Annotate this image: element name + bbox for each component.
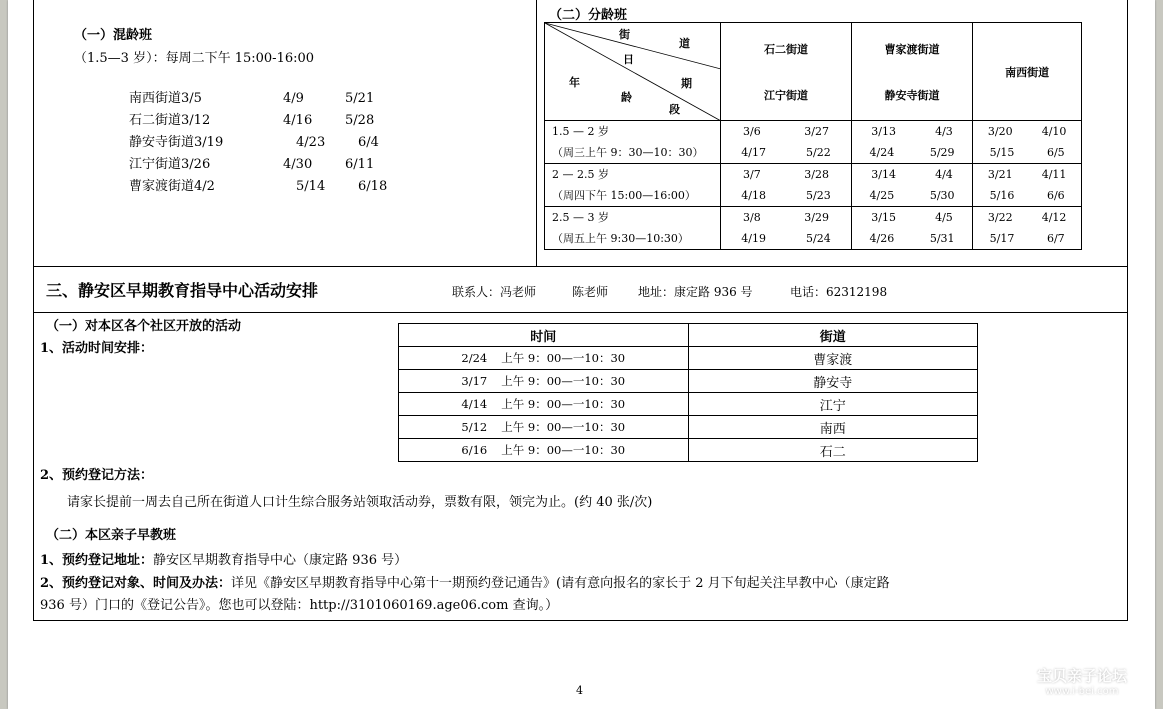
contact-person: 联系人：冯老师	[452, 285, 537, 299]
class-date: 4/19	[741, 232, 766, 245]
date-pair	[721, 164, 851, 185]
class-date: 4/26	[869, 232, 895, 245]
class-date: 5/31	[929, 232, 955, 245]
activity-time	[399, 439, 689, 462]
line2-text: 详见《静安区早期教育指导中心第十一期预约登记通告》(请有意向报名的家长于 2 月下旬起关注早教中心（康定路	[231, 576, 890, 591]
document-page	[8, 0, 1155, 709]
class-date: 4/18	[741, 189, 766, 202]
date-cell	[973, 207, 1082, 250]
diag-nian: 年	[569, 76, 580, 89]
date-pair	[721, 185, 851, 206]
class-date: 3/8	[743, 211, 761, 224]
community-item2-text: 请家长提前一周去自己所在街道人口计生综合服务站领取活动券，票数有限，领完为止。(约 40 张/次)	[67, 495, 653, 510]
activity-hours: 上午 9：00—一10：30	[501, 420, 626, 434]
class-date: 6/18	[358, 179, 388, 194]
date-cell	[851, 164, 973, 207]
activity-date: 4/14	[461, 397, 488, 411]
forum-watermark	[1007, 665, 1157, 705]
date-pair	[852, 142, 973, 163]
class-date: 5/30	[929, 189, 955, 202]
diag-ling: 龄	[621, 91, 632, 104]
section-divider	[34, 266, 1127, 267]
parent-class-line2	[40, 572, 890, 591]
date-cell	[721, 164, 852, 207]
mixed-class-schedule: （1.5—3 岁）：每周二下午 15:00-16:00	[74, 51, 315, 66]
mixed-class-list	[129, 88, 420, 198]
parent-class-heading: （二）本区亲子早教班	[46, 528, 177, 543]
activity-head-street: 街道	[688, 324, 978, 347]
col-nanxi: 南西街道	[973, 23, 1082, 121]
content-frame	[33, 0, 1128, 621]
class-date: 4/30	[283, 157, 313, 172]
class-date: 3/5	[181, 91, 202, 106]
class-date: 4/4	[935, 168, 953, 181]
activity-street: 静安寺	[688, 370, 978, 393]
class-date: 6/7	[1046, 232, 1065, 245]
activity-row	[399, 416, 978, 439]
date-pair	[973, 164, 1081, 185]
activity-hours: 上午 9：00—一10：30	[501, 397, 626, 411]
class-date: 4/25	[869, 189, 895, 202]
page-number: 4	[576, 684, 583, 697]
date-cell	[973, 164, 1082, 207]
age-range: 2.5 — 3 岁	[552, 211, 609, 224]
phone: 电话：62312198	[790, 285, 888, 299]
line2-label: 2、预约登记对象、时间及办法：	[40, 576, 232, 591]
date-pair	[721, 207, 851, 228]
mixed-class-row	[129, 88, 420, 110]
age-class-row	[545, 207, 1082, 250]
street-name: 江宁街道	[129, 157, 182, 172]
activity-row	[399, 439, 978, 462]
diag-qi: 期	[681, 77, 692, 90]
age-time: （周四下午 15:00—16:00）	[552, 189, 696, 202]
class-date: 4/16	[283, 113, 313, 128]
date-pair	[973, 142, 1081, 163]
age-class-table	[544, 22, 1082, 250]
section-divider	[34, 312, 1127, 313]
class-date: 5/15	[989, 146, 1015, 159]
activity-street: 石二	[688, 439, 978, 462]
parent-class-line1	[40, 549, 407, 568]
age-class-heading: （二）分龄班	[549, 8, 628, 23]
activity-date: 2/24	[461, 351, 488, 365]
class-date: 4/12	[1041, 211, 1067, 224]
address: 地址：康定路 936 号	[638, 285, 753, 299]
diag-duan: 段	[669, 103, 680, 116]
mixed-class-row	[129, 154, 420, 176]
date-pair	[852, 228, 973, 249]
class-date: 3/26	[181, 157, 211, 172]
date-pair	[973, 228, 1081, 249]
col-caojiadu-jingan	[851, 23, 973, 121]
diag-jie: 街	[619, 28, 630, 41]
activity-hours: 上午 9：00—一10：30	[501, 374, 626, 388]
date-pair	[852, 121, 973, 142]
class-date: 3/28	[804, 168, 829, 181]
community-item1: 1、活动时间安排：	[40, 341, 154, 356]
col-shier: 石二街道	[764, 42, 808, 56]
class-date: 5/29	[929, 146, 955, 159]
street-name: 静安寺街道	[129, 135, 195, 150]
age-range: 2 — 2.5 岁	[552, 168, 609, 181]
mixed-class-row	[129, 132, 420, 154]
activity-table	[398, 323, 978, 462]
class-date: 6/6	[1046, 189, 1065, 202]
class-date: 4/9	[283, 91, 304, 106]
age-cell	[545, 164, 721, 207]
diagonal-lines	[545, 23, 721, 121]
class-date: 4/23	[296, 135, 326, 150]
date-cell	[973, 121, 1082, 164]
class-date: 4/2	[194, 179, 215, 194]
class-date: 6/11	[345, 157, 375, 172]
class-date: 3/13	[871, 125, 896, 138]
class-date: 3/12	[181, 113, 211, 128]
date-pair	[852, 164, 973, 185]
street-name: 石二街道	[129, 113, 182, 128]
date-pair	[973, 121, 1081, 142]
class-date: 5/21	[345, 91, 375, 106]
activity-time	[399, 393, 689, 416]
activity-street: 曹家渡	[688, 347, 978, 370]
date-pair	[721, 228, 851, 249]
activity-time	[399, 347, 689, 370]
street-name: 曹家渡街道	[129, 179, 195, 194]
activity-date: 6/16	[461, 443, 488, 457]
class-date: 5/24	[806, 232, 831, 245]
class-date: 4/5	[935, 211, 953, 224]
class-date: 3/29	[804, 211, 829, 224]
class-date: 4/11	[1041, 168, 1067, 181]
diagonal-header-cell	[545, 23, 721, 121]
street-name: 南西街道	[129, 91, 182, 106]
activity-head-time: 时间	[399, 324, 689, 347]
date-pair	[973, 185, 1081, 206]
class-date: 3/7	[743, 168, 761, 181]
class-date: 3/14	[871, 168, 896, 181]
watermark-title: 宝贝亲子论坛	[1036, 667, 1127, 685]
mixed-class-row	[129, 110, 420, 132]
date-pair	[721, 121, 851, 142]
line1-text: 静安区早期教育指导中心（康定路 936 号）	[153, 553, 408, 568]
class-date: 5/28	[345, 113, 375, 128]
date-cell	[721, 207, 852, 250]
line1-label: 1、预约登记地址：	[40, 553, 154, 568]
col-jinganisi: 静安寺街道	[884, 88, 940, 102]
mixed-class-row	[129, 176, 420, 198]
col-caojiadu: 曹家渡街道	[884, 42, 940, 56]
class-date: 5/14	[296, 179, 326, 194]
activity-row	[399, 393, 978, 416]
activity-row	[399, 370, 978, 393]
activity-date: 5/12	[461, 420, 488, 434]
class-date: 3/21	[987, 168, 1013, 181]
activity-row	[399, 347, 978, 370]
activity-hours: 上午 9：00—一10：30	[501, 443, 626, 457]
vertical-divider	[536, 0, 537, 266]
date-pair	[852, 207, 973, 228]
class-date: 3/15	[871, 211, 896, 224]
date-cell	[851, 121, 973, 164]
age-class-row	[545, 121, 1082, 164]
class-date: 5/16	[989, 189, 1015, 202]
class-date: 3/27	[804, 125, 829, 138]
class-date: 3/20	[987, 125, 1013, 138]
class-date: 4/17	[741, 146, 766, 159]
class-date: 4/24	[869, 146, 895, 159]
age-cell	[545, 121, 721, 164]
diag-dao: 道	[679, 37, 690, 50]
class-date: 6/4	[358, 135, 379, 150]
class-date: 6/5	[1046, 146, 1065, 159]
age-class-row	[545, 164, 1082, 207]
watermark-url: www.i-bei.com	[1045, 686, 1119, 697]
class-date: 4/10	[1041, 125, 1067, 138]
activity-time	[399, 416, 689, 439]
class-date: 5/23	[806, 189, 831, 202]
class-date: 5/17	[989, 232, 1015, 245]
section3-title: 三、静安区早期教育指导中心活动安排	[46, 281, 319, 300]
activity-street: 江宁	[688, 393, 978, 416]
date-cell	[851, 207, 973, 250]
date-pair	[852, 185, 973, 206]
age-range: 1.5 — 2 岁	[552, 125, 609, 138]
activity-hours: 上午 9：00—一10：30	[501, 351, 626, 365]
age-cell	[545, 207, 721, 250]
activity-street: 南西	[688, 416, 978, 439]
class-date: 3/22	[987, 211, 1013, 224]
date-cell	[721, 121, 852, 164]
class-date: 5/22	[806, 146, 831, 159]
class-date: 3/19	[194, 135, 224, 150]
community-heading: （一）对本区各个社区开放的活动	[46, 319, 242, 334]
activity-time	[399, 370, 689, 393]
date-pair	[721, 142, 851, 163]
diag-ri: 日	[623, 53, 634, 66]
activity-date: 3/17	[461, 374, 488, 388]
date-pair	[973, 207, 1081, 228]
community-item2: 2、预约登记方法：	[40, 468, 154, 483]
parent-class-line3: 936 号）门口的《登记公告》。您也可以登陆：http://3101060169.age06.com 查询。）	[40, 598, 559, 613]
class-date: 4/3	[935, 125, 953, 138]
mixed-class-heading: （一）混龄班	[74, 28, 153, 43]
class-date: 3/6	[743, 125, 761, 138]
age-time: （周五上午 9:30—10:30）	[552, 232, 689, 245]
contact-person-2: 陈老师	[572, 285, 609, 299]
col-jiangning: 江宁街道	[764, 88, 808, 102]
col-shier-jiangning	[721, 23, 852, 121]
age-time: （周三上午 9：30—10：30）	[552, 146, 704, 159]
